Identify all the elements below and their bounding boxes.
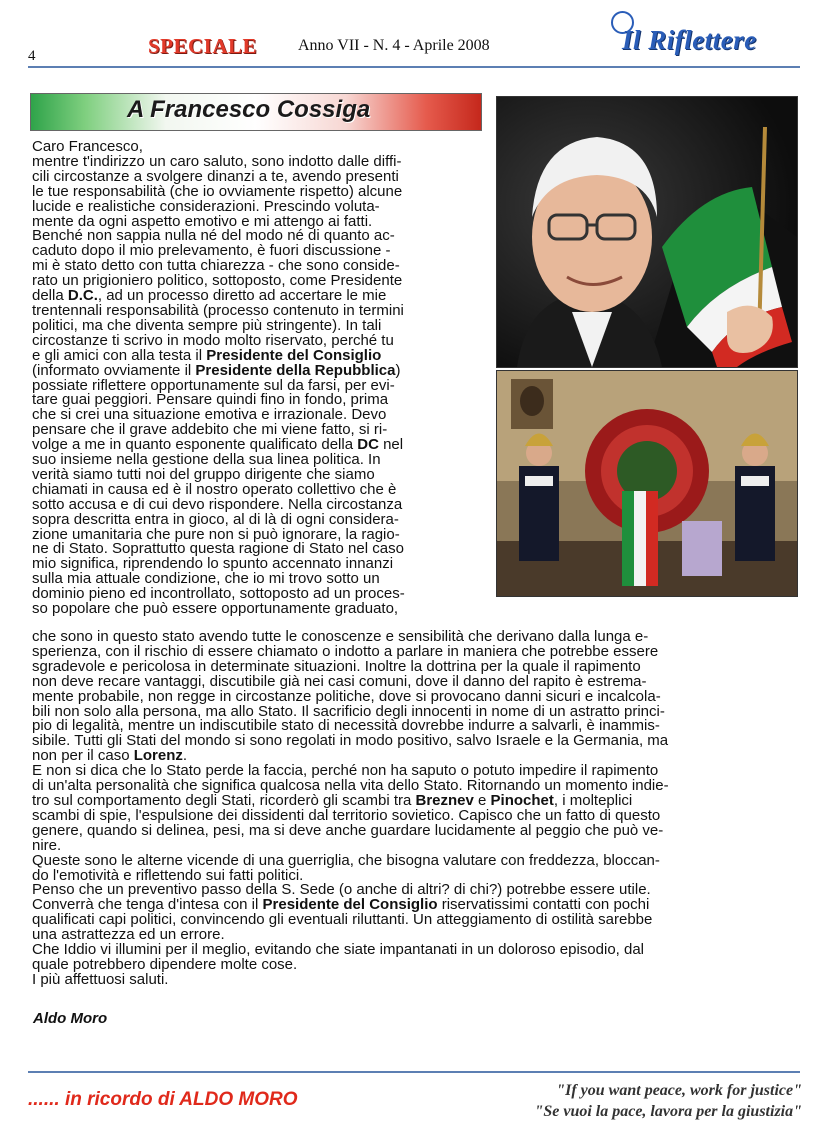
- text-line: Penso che un preventivo passo della S. Sede (o anche di altri? di chi?) potrebbe essere utile.: [32, 881, 651, 899]
- text-line: le tue responsabilità (che io ovviamente rispetto) alcune: [32, 182, 403, 200]
- logo-text: Il Riflettere: [622, 25, 757, 55]
- section-label: SPECIALE: [148, 34, 258, 58]
- text-line: lucide e realistiche considerazioni. Prescindo voluta-: [32, 197, 380, 215]
- text-line: Converrà che tenga d'intesa con il Presidente del Consiglio riservatissimi contatti con pochi: [32, 896, 650, 914]
- text-line: bili non solo alla persona, ma allo Stato. Il sacrificio degli innocenti in nome di un astratto princi-: [32, 702, 665, 720]
- masthead-logo: [604, 8, 804, 63]
- text-line: sibile. Tutti gli Stati del mondo si sono regolati in modo positivo, salvo Israele e la Germania, ma: [32, 732, 669, 750]
- signature: Aldo Moro: [33, 1010, 108, 1027]
- article-title-banner: [30, 93, 482, 131]
- text-line: e gli amici con alla testa il Presidente del Consiglio: [32, 346, 382, 364]
- footer-rule: [28, 1071, 800, 1073]
- text-line: sotto accusa e di cui devo rispondere. Nella circostanza: [32, 495, 403, 513]
- text-line: scambi di spie, l'espulsione dei dissidenti dal territorio sovietico. Capisco che un fatto di questo: [32, 806, 661, 824]
- text-line: Benché non sappia nulla né del modo né di quanto ac-: [32, 227, 395, 245]
- text-line: non deve recare vantaggi, discutibile già nei casi comuni, dove il danno del rapito è estrema-: [32, 672, 647, 690]
- text-line: circostanze ti scrivo in modo molto riservato, perché tu: [32, 331, 394, 349]
- text-line: che sono in questo stato avendo tutte le conoscenze e sensibilità che derivano dalla lunga e-: [32, 628, 649, 645]
- text-line: genere, quando si delinea, pesi, ma si deve anche guardare lucidamente al peggio che può ve-: [32, 821, 664, 839]
- text-line: non per il caso Lorenz.: [32, 747, 188, 765]
- text-line: sgradevole e pericolosa in determinate situazioni. Inoltre la dottrina per la quale il rapimento: [32, 657, 641, 675]
- text-line: quale potrebbero dipendere molte cose.: [32, 955, 298, 973]
- page-number: 4: [28, 48, 36, 64]
- quote-english: "If you want peace, work for justice": [556, 1082, 802, 1099]
- text-line: volge a me in quanto esponente qualificato della DC nel: [32, 436, 404, 454]
- footer-dedication: ...... in ricordo di ALDO MORO: [28, 1089, 298, 1110]
- text-line: tro sul comportamento degli Stati, ricorderò gli scambi tra Breznev e Pinochet, i molteplici: [32, 791, 633, 809]
- text-line: mente da ogni aspetto emotivo e mi attengo ai fatti.: [32, 212, 373, 230]
- text-line: una astrattezza ed un errore.: [32, 926, 225, 944]
- header-rule: [28, 66, 800, 68]
- article-title: A Francesco Cossiga: [127, 96, 371, 123]
- text-line: mi è stato detto con tutta chiarezza - che sono conside-: [32, 257, 400, 275]
- text-line: do l'emotività e riflettendo sui fatti politici.: [32, 866, 304, 884]
- text-line: della D.C., ad un processo diretto ad accertare le mie: [32, 287, 387, 305]
- text-line: politici, ma che diventa sempre più stringente). In tali: [32, 316, 382, 334]
- text-line: mentre t'indirizzo un caro saluto, sono indotto dalle diffi-: [32, 152, 402, 170]
- issue-info: Anno VII - N. 4 - Aprile 2008: [298, 37, 490, 54]
- text-line: pensare che il grave addebito che mi viene fatto, si ri-: [32, 421, 388, 439]
- text-line: sperienza, con il rischio di essere chiamato o indotto a parlare in maniera che potrebbe essere: [32, 642, 659, 660]
- text-line: tare guai peggiori. Pensare quindi fino in fondo, prima: [32, 391, 389, 409]
- text-line: sulla mia attuale condizione, che io mi trovo sotto un: [32, 570, 380, 588]
- text-line: suo insieme nella gestione della sua linea politica. In: [32, 451, 381, 469]
- text-line: I più affettuosi saluti.: [32, 970, 169, 988]
- text-line: mente probabile, non regge in circostanze politiche, dove si provocano danni sicuri e incalcola-: [32, 687, 661, 705]
- text-line: so popolare che può essere opportunamente graduato,: [32, 600, 399, 618]
- text-line: E non si dica che lo Stato perde la faccia, perché non ha saputo o potuto impedire il rapimento: [32, 762, 659, 780]
- cossiga-photo: [496, 96, 798, 368]
- text-line: possiate riflettere opportunamente sul da farsi, per evi-: [32, 376, 395, 394]
- text-line: che si crei una situazione emotiva e irrazionale. Devo: [32, 406, 387, 424]
- text-line: ne di Stato. Soprattutto questa ragione di Stato nel caso: [32, 540, 404, 558]
- quote-italian: "Se vuoi la pace, lavora per la giustizia": [534, 1103, 802, 1120]
- text-line: trentennali responsabilità (processo contenuto in termini: [32, 301, 404, 319]
- text-line: rato un prigioniero politico, sottoposto, come Presidente: [32, 272, 403, 290]
- text-line: mio significa, riprendendo lo spunto accennato innanzi: [32, 555, 394, 573]
- text-line: di un'alta personalità che significa qualcosa nella vita dello Stato. Ritornando un momento indie-: [32, 777, 669, 795]
- text-line: chiamati in causa ed è il nostro operato collettivo che è: [32, 480, 397, 498]
- text-line: sopra descritta entra in gioco, al di là di ogni considera-: [32, 510, 399, 528]
- text-line: caduto dopo il mio prelevamento, è fuori discussione -: [32, 242, 391, 260]
- article-column-text: [32, 140, 405, 617]
- ceremony-photo: [496, 370, 798, 597]
- article-full-text: [32, 630, 669, 988]
- text-line: (informato ovviamente il Presidente della Repubblica): [32, 361, 401, 379]
- text-line: cili circostanze a svolgere dinanzi a te, avendo presenti: [32, 167, 399, 185]
- text-line: qualificati capi politici, convincendo gli eventuali riluttanti. Un atteggiamento di ostilità sarebbe: [32, 911, 653, 929]
- text-line: Caro Francesco,: [32, 138, 143, 155]
- text-line: zione umanitaria che pure non si può ignorare, la ragio-: [32, 525, 400, 543]
- text-line: verità siamo tutti noi del gruppo dirigente che siamo: [32, 465, 375, 483]
- text-line: Queste sono le alterne vicende di una guerriglia, che bisogna valutare con freddezza, bloccan-: [32, 851, 660, 869]
- footer-quotes: [472, 1080, 802, 1122]
- text-line: Che Iddio vi illumini per il meglio, evitando che siate impantanati in un doloroso episodio, dal: [32, 941, 645, 959]
- text-line: dominio pieno ed incontrollato, sottoposto ad un proces-: [32, 585, 405, 603]
- text-line: pio di legalità, mentre un indiscutibile stato di necessità dovrebbe indurre a salvarli, è inammis-: [32, 717, 660, 735]
- text-line: nire.: [32, 836, 62, 854]
